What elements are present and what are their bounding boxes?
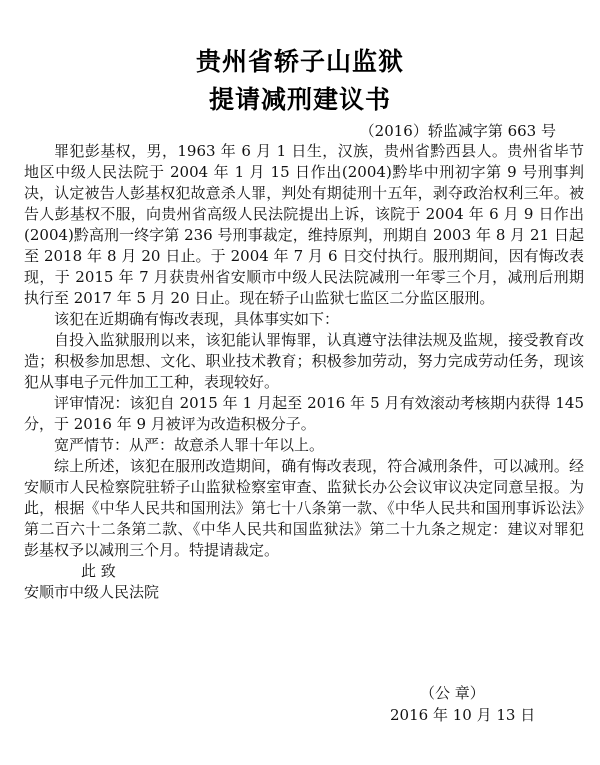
prison-name-heading: 贵州省轿子山监狱	[195, 47, 404, 76]
paragraph-reform-performance: 自投入监狱服刑以来，该犯能认罪悔罪，认真遵守法律法规及监规，接受教育改造；积极参加思想、文化、职业技术教育；积极参加劳动，努力完成劳动任务，现该犯从事电子元件加工工种，表现较好。	[24, 331, 584, 391]
document-body	[24, 141, 584, 603]
document-date: 2016 年 10 月 13 日	[390, 706, 536, 724]
paragraph-criminal-record: 罪犯彭基权，男，1963 年 6 月 1 日生，汉族，贵州省黔西县人。贵州省毕节地区中级人民法院于 2004 年 1 月 15 日作出(2004)黔毕中刑初字第 9 号刑事判决，认定被告人彭基权犯故意杀人罪，判处有期徒刑十五年，剥夺政治权利三年。被告人彭基权不服，向贵州省高级人民法院提出上诉，该院于 2004 年 6 月 9 日作出(2004)黔高刑一终字第 236 号刑事裁定，维持原判，刑期自 2003 年 8 月 21 日起至 2018 年 8 月 20 日止。于 2004 年 7 月 6 日交付执行。服刑期间，因有悔改表现，于 2015 年 7 月获贵州省安顺市中级人民法院减刑一年零三个月，减刑后刑期执行至 2017 年 5 月 20 日止。现在轿子山监狱七监区二分监区服刑。	[24, 142, 584, 307]
salutation: 此 致	[81, 562, 116, 580]
recipient-court: 安顺市中级人民法院	[24, 583, 160, 601]
paragraph-leniency-severity: 宽严情节：从严：故意杀人罪十年以上。	[54, 436, 325, 454]
official-seal-label: （公 章）	[420, 684, 485, 702]
document-number: （2016）轿监减字第 663 号	[359, 122, 556, 140]
paragraph-conclusion: 综上所述，该犯在服刑改造期间，确有悔改表现，符合减刑条件，可以减刑。经安顺市人民检察院驻轿子山监狱检察室审查、监狱长办公会议审议决定同意呈报。为此，根据《中华人民共和国刑法》第七十八条第一款、《中华人民共和国刑事诉讼法》第二百六十二条第二款、《中华人民共和国监狱法》第二十九条之规定：建议对罪犯彭基权予以减刑三个月。特提请裁定。	[24, 457, 584, 559]
paragraph-intro-facts: 该犯在近期确有悔改表现，具体事实如下：	[54, 310, 340, 328]
paragraph-evaluation: 评审情况：该犯自 2015 年 1 月起至 2016 年 5 月有效滚动考核期内获得 145 分，于 2016 年 9 月被评为改造积极分子。	[24, 394, 584, 433]
document-title: 提请减刑建议书	[208, 85, 391, 114]
